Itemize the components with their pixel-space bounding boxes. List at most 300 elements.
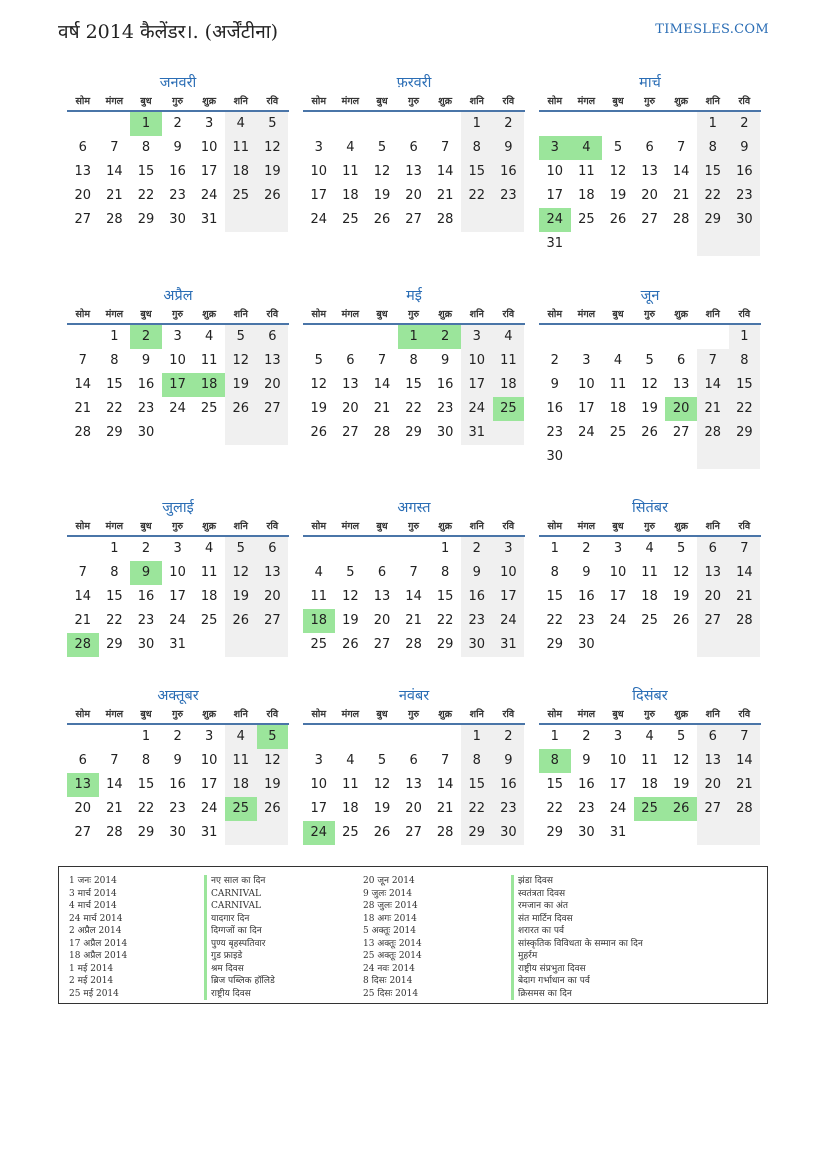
empty-cell <box>729 445 761 469</box>
day-cell: 20 <box>665 397 697 421</box>
day-cell: 9 <box>130 561 162 585</box>
legend-holiday-name: बेदाग गर्भाधान का पर्व <box>511 975 643 988</box>
legend-holiday-name: श्रम दिवस <box>204 963 275 976</box>
day-cell: 7 <box>409 565 418 580</box>
weekday-label: शुक्र <box>438 96 453 107</box>
day-grid <box>67 725 289 845</box>
day-cell: 28 <box>106 825 123 840</box>
empty-cell <box>665 325 697 349</box>
day-cell: 8 <box>110 565 119 580</box>
day-cell: 28 <box>729 797 761 821</box>
day-cell: 25 <box>225 797 257 821</box>
weekday-label: गुरु <box>644 521 656 532</box>
day-cell: 7 <box>110 140 119 155</box>
day-cell: 25 <box>200 613 218 628</box>
day-cell: 10 <box>493 561 525 585</box>
day-cell: 24 <box>310 212 328 227</box>
day-cell: 1 <box>550 729 559 744</box>
day-cell: 23 <box>578 613 595 628</box>
empty-cell <box>729 633 761 657</box>
weekday-label: शनि <box>469 709 484 720</box>
day-cell: 3 <box>314 140 323 155</box>
day-cell: 2 <box>729 112 761 136</box>
day-cell: 25 <box>609 425 627 440</box>
empty-cell <box>193 421 225 445</box>
weekday-label: सोम <box>75 521 91 532</box>
day-cell: 27 <box>405 212 422 227</box>
legend-date: 18 अप्रैल 2014 <box>69 951 128 961</box>
day-cell: 16 <box>169 777 186 792</box>
month-name: फ़रवरी <box>396 75 432 91</box>
legend-holiday-name: गुड फ्राइडे <box>204 950 275 963</box>
day-cell: 3 <box>613 729 623 744</box>
site-link[interactable]: TIMESLES.COM <box>655 22 769 37</box>
weekday-label: सोम <box>75 709 91 720</box>
weekday-label: बुध <box>376 709 388 720</box>
day-cell: 25 <box>342 212 359 227</box>
weekday-label: शुक्र <box>202 709 217 720</box>
day-cell: 21 <box>373 401 391 416</box>
day-cell: 24 <box>609 801 627 816</box>
empty-cell <box>571 325 603 349</box>
day-cell: 7 <box>78 565 87 580</box>
weekday-label: रवि <box>738 309 751 320</box>
day-cell: 26 <box>665 797 697 821</box>
empty-cell <box>571 112 603 136</box>
weekday-label: रवि <box>738 96 751 107</box>
month-name: अगस्त <box>397 500 431 516</box>
day-cell: 15 <box>405 377 422 392</box>
empty-cell <box>335 325 367 349</box>
day-cell: 16 <box>169 164 186 179</box>
weekday-label: बुध <box>612 96 624 107</box>
day-cell: 5 <box>613 140 623 155</box>
weekday-label: मंगल <box>105 96 124 107</box>
weekday-label: शुक्र <box>674 309 689 320</box>
empty-cell <box>665 633 697 657</box>
day-cell: 15 <box>461 160 493 184</box>
weekday-label: मंगल <box>341 309 360 320</box>
day-cell: 1 <box>550 541 559 556</box>
month-block <box>67 685 289 845</box>
day-cell: 31 <box>169 637 186 652</box>
day-cell: 1 <box>130 112 162 136</box>
day-cell: 5 <box>377 140 387 155</box>
empty-cell <box>366 537 398 561</box>
day-cell: 16 <box>137 377 155 392</box>
month-name: मई <box>406 288 422 304</box>
day-cell: 9 <box>493 136 525 160</box>
day-cell: 25 <box>200 401 218 416</box>
weekday-label: मंगल <box>105 709 124 720</box>
month-block <box>539 285 761 469</box>
day-cell: 27 <box>405 825 422 840</box>
day-cell: 12 <box>342 589 359 604</box>
day-cell: 22 <box>106 401 123 416</box>
day-cell: 13 <box>405 164 422 179</box>
day-cell: 6 <box>697 537 729 561</box>
weekday-label: बुध <box>376 521 388 532</box>
day-cell: 28 <box>405 637 422 652</box>
day-cell: 29 <box>405 425 422 440</box>
day-cell: 21 <box>436 801 454 816</box>
day-cell: 26 <box>310 425 328 440</box>
day-cell: 13 <box>257 561 289 585</box>
day-cell: 26 <box>641 425 658 440</box>
day-cell: 5 <box>257 112 289 136</box>
day-cell: 30 <box>137 637 155 652</box>
weekday-label: मंगल <box>341 521 360 532</box>
empty-cell <box>634 325 666 349</box>
weekday-header <box>67 707 289 725</box>
legend-date: 25 दिसः 2014 <box>363 988 419 999</box>
day-cell: 24 <box>169 401 186 416</box>
day-grid <box>539 325 761 469</box>
weekday-label: सोम <box>75 309 91 320</box>
month-name: दिसंबर <box>632 688 668 704</box>
day-cell: 2 <box>141 541 151 556</box>
day-cell: 30 <box>578 825 595 840</box>
day-cell: 2 <box>493 112 525 136</box>
day-cell: 17 <box>200 777 218 792</box>
empty-cell <box>225 421 257 445</box>
day-cell: 22 <box>729 397 761 421</box>
legend-date: 9 जुलः 2014 <box>363 888 412 899</box>
day-cell: 15 <box>106 589 123 604</box>
weekday-header <box>303 707 525 725</box>
day-cell: 6 <box>257 325 289 349</box>
day-cell: 16 <box>436 377 454 392</box>
day-cell: 27 <box>257 397 289 421</box>
empty-cell <box>665 445 697 469</box>
day-cell: 2 <box>429 325 461 349</box>
weekday-label: शुक्र <box>438 709 453 720</box>
day-cell: 22 <box>461 797 493 821</box>
day-cell: 11 <box>493 349 525 373</box>
day-cell: 14 <box>405 589 422 604</box>
day-cell: 24 <box>169 613 186 628</box>
day-cell: 10 <box>169 353 186 368</box>
day-cell: 22 <box>546 801 564 816</box>
day-cell: 24 <box>578 425 595 440</box>
day-cell: 18 <box>225 773 257 797</box>
day-cell: 4 <box>346 753 355 768</box>
empty-cell <box>539 112 571 136</box>
day-cell: 14 <box>697 373 729 397</box>
day-cell: 9 <box>141 353 151 368</box>
day-cell: 25 <box>634 797 666 821</box>
day-cell: 1 <box>729 325 761 349</box>
day-cell: 30 <box>137 425 155 440</box>
day-cell: 6 <box>697 725 729 749</box>
weekday-label: गुरु <box>644 709 656 720</box>
day-cell: 20 <box>405 188 422 203</box>
weekday-label: शनि <box>233 709 248 720</box>
day-cell: 19 <box>672 777 690 792</box>
month-block <box>303 497 525 657</box>
day-cell: 29 <box>729 421 761 445</box>
day-cell: 9 <box>729 136 761 160</box>
day-cell: 31 <box>609 825 627 840</box>
legend-holiday-name: पुण्य बृहस्पतिवार <box>204 938 275 951</box>
day-cell: 13 <box>257 349 289 373</box>
day-cell: 28 <box>106 212 123 227</box>
legend-date: 25 मई 2014 <box>69 988 119 999</box>
day-cell: 8 <box>550 565 559 580</box>
day-cell: 18 <box>303 609 335 633</box>
day-cell: 4 <box>314 565 323 580</box>
weekday-header <box>67 307 289 325</box>
day-cell: 4 <box>205 541 214 556</box>
day-cell: 5 <box>645 353 654 368</box>
day-cell: 14 <box>729 561 761 585</box>
day-cell: 8 <box>729 349 761 373</box>
month-name: जुलाई <box>162 500 194 516</box>
day-cell: 17 <box>310 801 328 816</box>
weekday-label: गुरु <box>172 96 184 107</box>
weekday-label: बुध <box>140 96 152 107</box>
legend-holiday-name: राष्ट्रीय संप्रभुता दिवस <box>511 963 643 976</box>
empty-cell <box>193 633 225 657</box>
day-cell: 29 <box>137 825 155 840</box>
day-cell: 3 <box>539 136 571 160</box>
day-cell: 12 <box>672 753 690 768</box>
holiday-legend <box>58 866 768 1004</box>
weekday-header <box>303 94 525 112</box>
day-cell: 10 <box>310 164 328 179</box>
legend-holiday-name: झंडा दिवस <box>511 875 643 888</box>
legend-date: 2 मई 2014 <box>69 976 114 986</box>
day-cell: 2 <box>461 537 493 561</box>
empty-cell <box>602 633 634 657</box>
weekday-label: गुरु <box>408 309 420 320</box>
day-cell: 3 <box>173 541 182 556</box>
day-cell: 29 <box>697 208 729 232</box>
day-cell: 4 <box>613 353 623 368</box>
day-cell: 19 <box>342 613 359 628</box>
empty-cell <box>665 112 697 136</box>
empty-cell <box>665 232 697 256</box>
day-cell: 21 <box>106 801 123 816</box>
day-cell: 12 <box>310 377 328 392</box>
day-cell: 23 <box>729 184 761 208</box>
day-cell: 19 <box>257 773 289 797</box>
day-cell: 17 <box>162 373 194 397</box>
weekday-label: मंगल <box>577 709 596 720</box>
day-cell: 25 <box>225 184 257 208</box>
day-cell: 13 <box>672 377 690 392</box>
legend-holiday-name: सांस्कृतिक विविधता के सम्मान का दिन <box>511 938 643 951</box>
legend-holiday-name: रमजान का अंत <box>511 900 643 913</box>
day-cell: 8 <box>141 140 151 155</box>
day-cell: 12 <box>609 164 627 179</box>
empty-cell <box>429 112 461 136</box>
day-cell: 11 <box>641 753 658 768</box>
empty-cell <box>697 633 729 657</box>
empty-cell <box>602 325 634 349</box>
day-cell: 20 <box>342 401 359 416</box>
day-cell: 17 <box>546 188 564 203</box>
day-cell: 27 <box>672 425 690 440</box>
day-cell: 7 <box>441 140 450 155</box>
day-cell: 13 <box>641 164 658 179</box>
month-block <box>303 72 525 232</box>
day-cell: 23 <box>493 184 525 208</box>
day-grid <box>67 537 289 657</box>
empty-cell <box>665 821 697 845</box>
day-cell: 22 <box>436 613 454 628</box>
day-cell: 23 <box>169 188 186 203</box>
weekday-header <box>539 519 761 537</box>
day-cell: 22 <box>405 401 422 416</box>
weekday-label: रवि <box>502 521 515 532</box>
day-cell: 15 <box>461 773 493 797</box>
day-cell: 6 <box>78 140 87 155</box>
weekday-label: रवि <box>502 96 515 107</box>
day-cell: 6 <box>645 140 654 155</box>
day-cell: 3 <box>205 116 214 131</box>
day-cell: 5 <box>225 537 257 561</box>
weekday-label: सोम <box>547 309 563 320</box>
empty-cell <box>697 821 729 845</box>
day-cell: 19 <box>225 585 257 609</box>
weekday-label: शनि <box>705 96 720 107</box>
day-cell: 28 <box>67 633 99 657</box>
day-cell: 26 <box>225 397 257 421</box>
day-cell: 8 <box>141 753 151 768</box>
empty-cell <box>67 537 99 561</box>
weekday-label: शनि <box>233 521 248 532</box>
day-cell: 11 <box>578 164 595 179</box>
day-cell: 7 <box>441 753 450 768</box>
day-cell: 29 <box>461 821 493 845</box>
day-cell: 25 <box>493 397 525 421</box>
empty-cell <box>697 232 729 256</box>
legend-holiday-name: क्रिसमस का दिन <box>511 988 643 1001</box>
legend-holiday-name: यादगार दिन <box>204 913 275 926</box>
empty-cell <box>571 445 603 469</box>
weekday-label: शुक्र <box>674 521 689 532</box>
day-cell: 29 <box>546 825 564 840</box>
day-cell: 21 <box>405 613 422 628</box>
day-cell: 21 <box>106 188 123 203</box>
empty-cell <box>366 725 398 749</box>
day-cell: 20 <box>257 585 289 609</box>
day-cell: 29 <box>546 637 564 652</box>
day-cell: 9 <box>461 561 493 585</box>
weekday-label: शुक्र <box>438 309 453 320</box>
weekday-label: रवि <box>738 709 751 720</box>
month-name: नवंबर <box>398 688 430 704</box>
day-cell: 19 <box>609 188 627 203</box>
day-cell: 2 <box>493 725 525 749</box>
legend-date: 20 जून 2014 <box>363 876 415 886</box>
day-cell: 4 <box>205 329 214 344</box>
day-cell: 4 <box>571 136 603 160</box>
day-cell: 21 <box>729 773 761 797</box>
weekday-label: गुरु <box>172 709 184 720</box>
empty-cell <box>634 821 666 845</box>
day-cell: 3 <box>173 329 182 344</box>
day-cell: 27 <box>342 425 359 440</box>
day-cell: 10 <box>169 565 186 580</box>
empty-cell <box>429 725 461 749</box>
day-cell: 27 <box>74 212 92 227</box>
weekday-label: गुरु <box>644 96 656 107</box>
weekday-label: शुक्र <box>202 96 217 107</box>
day-cell: 15 <box>436 589 454 604</box>
month-name: अप्रैल <box>163 288 193 304</box>
day-cell: 4 <box>225 112 257 136</box>
day-cell: 19 <box>641 401 658 416</box>
day-cell: 12 <box>257 136 289 160</box>
day-cell: 4 <box>225 725 257 749</box>
day-cell: 21 <box>672 188 690 203</box>
day-cell: 22 <box>106 613 123 628</box>
day-cell: 14 <box>436 164 454 179</box>
empty-cell <box>366 112 398 136</box>
weekday-label: मंगल <box>341 96 360 107</box>
weekday-label: बुध <box>140 309 152 320</box>
legend-holiday-name: राष्ट्रीय दिवस <box>204 988 275 1001</box>
day-cell: 16 <box>493 773 525 797</box>
day-cell: 18 <box>193 373 225 397</box>
day-cell: 28 <box>74 425 92 440</box>
weekday-label: शनि <box>705 709 720 720</box>
day-cell: 30 <box>169 212 186 227</box>
day-cell: 18 <box>200 589 218 604</box>
day-cell: 10 <box>546 164 564 179</box>
day-cell: 14 <box>672 164 690 179</box>
day-cell: 8 <box>409 353 418 368</box>
day-grid <box>303 725 525 845</box>
day-cell: 16 <box>578 589 595 604</box>
empty-cell <box>493 208 525 232</box>
day-cell: 16 <box>546 401 564 416</box>
month-name: मार्च <box>639 75 661 91</box>
day-grid <box>539 725 761 845</box>
empty-cell <box>602 445 634 469</box>
empty-cell <box>162 421 194 445</box>
day-cell: 1 <box>110 329 119 344</box>
day-cell: 9 <box>582 753 591 768</box>
day-cell: 24 <box>303 821 335 845</box>
day-cell: 10 <box>609 565 627 580</box>
day-cell: 28 <box>672 212 690 227</box>
weekday-label: मंगल <box>105 521 124 532</box>
day-cell: 29 <box>106 425 123 440</box>
weekday-label: बुध <box>376 96 388 107</box>
weekday-label: गुरु <box>408 96 420 107</box>
day-cell: 20 <box>641 188 658 203</box>
empty-cell <box>634 112 666 136</box>
weekday-label: रवि <box>266 521 279 532</box>
day-cell: 25 <box>310 637 328 652</box>
day-cell: 8 <box>110 353 119 368</box>
weekday-label: शनि <box>469 521 484 532</box>
day-cell: 26 <box>342 637 359 652</box>
day-cell: 23 <box>546 425 564 440</box>
day-cell: 15 <box>137 164 155 179</box>
day-cell: 18 <box>342 188 359 203</box>
weekday-label: शनि <box>705 521 720 532</box>
day-cell: 4 <box>493 325 525 349</box>
legend-date: 24 नवः 2014 <box>363 963 415 974</box>
day-cell: 30 <box>169 825 186 840</box>
empty-cell <box>697 445 729 469</box>
weekday-label: शनि <box>705 309 720 320</box>
weekday-header <box>303 519 525 537</box>
